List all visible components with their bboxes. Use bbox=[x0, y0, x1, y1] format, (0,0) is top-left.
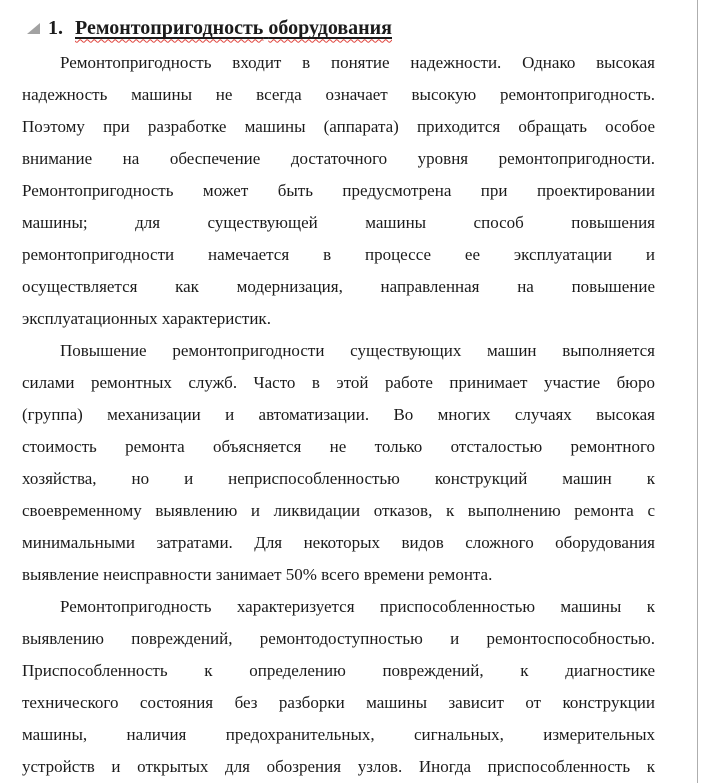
text-line[interactable]: Повышение ремонтопригодности существующих машин выполняется bbox=[60, 341, 655, 360]
heading-title[interactable] bbox=[75, 17, 392, 40]
document-page[interactable] bbox=[22, 12, 655, 783]
body-text bbox=[22, 47, 655, 783]
text-line[interactable]: Ремонтопригодность входит в понятие надежности. Однако высокая bbox=[60, 53, 655, 72]
text-line[interactable]: своевременному выявлению и ликвидации отказов, к выполнению ремонта с bbox=[22, 501, 655, 520]
text-line[interactable]: устройств и открытых для обозрения узлов. Иногда приспособленность к bbox=[22, 757, 655, 776]
page-edge-line bbox=[697, 0, 698, 783]
text-line[interactable]: машины; для существующей машины способ повышения bbox=[22, 213, 655, 232]
text-line[interactable]: ремонтопригодности намечается в процессе ее эксплуатации и bbox=[22, 245, 655, 264]
heading-word-2[interactable]: оборудования bbox=[268, 16, 392, 39]
text-line[interactable]: внимание на обеспечение достаточного уровня ремонтопригодности. bbox=[22, 149, 655, 168]
text-line[interactable]: эксплуатационных характеристик. bbox=[22, 309, 271, 328]
text-line[interactable]: силами ремонтных служб. Часто в этой работе принимает участие бюро bbox=[22, 373, 655, 392]
text-line[interactable]: хозяйства, но и неприспособленностью конструкций машин к bbox=[22, 469, 655, 488]
text-line[interactable]: осуществляется как модернизация, направленная на повышение bbox=[22, 277, 655, 296]
text-line[interactable]: Поэтому при разработке машины (аппарата) приходится обращать особое bbox=[22, 117, 655, 136]
text-line[interactable]: выявлению повреждений, ремонтодоступностью и ремонтоспособностью. bbox=[22, 629, 655, 648]
text-line[interactable]: Ремонтопригодность может быть предусмотрена при проектировании bbox=[22, 181, 655, 200]
text-line[interactable]: надежность машины не всегда означает высокую ремонтопригодность. bbox=[22, 85, 655, 104]
text-line[interactable]: минимальными затратами. Для некоторых видов сложного оборудования bbox=[22, 533, 655, 552]
text-line[interactable]: (группа) механизации и автоматизации. Во многих случаях высокая bbox=[22, 405, 655, 424]
heading-number[interactable]: 1. bbox=[48, 16, 63, 39]
text-line[interactable]: технического состояния без разборки машины зависит от конструкции bbox=[22, 693, 655, 712]
text-line[interactable]: машины, наличия предохранительных, сигнальных, измерительных bbox=[22, 725, 655, 744]
outline-collapse-triangle-icon[interactable] bbox=[27, 23, 40, 34]
text-line[interactable]: Ремонтопригодность характеризуется приспособленностью машины к bbox=[60, 597, 655, 616]
heading-word-1[interactable]: Ремонтопригодность bbox=[75, 16, 264, 39]
text-line[interactable]: Приспособленность к определению повреждений, к диагностике bbox=[22, 661, 655, 680]
text-line[interactable]: стоимость ремонта объясняется не только отсталостью ремонтного bbox=[22, 437, 655, 456]
text-line[interactable]: выявление неисправности занимает 50% всего времени ремонта. bbox=[22, 565, 493, 584]
heading-1 bbox=[22, 12, 655, 44]
